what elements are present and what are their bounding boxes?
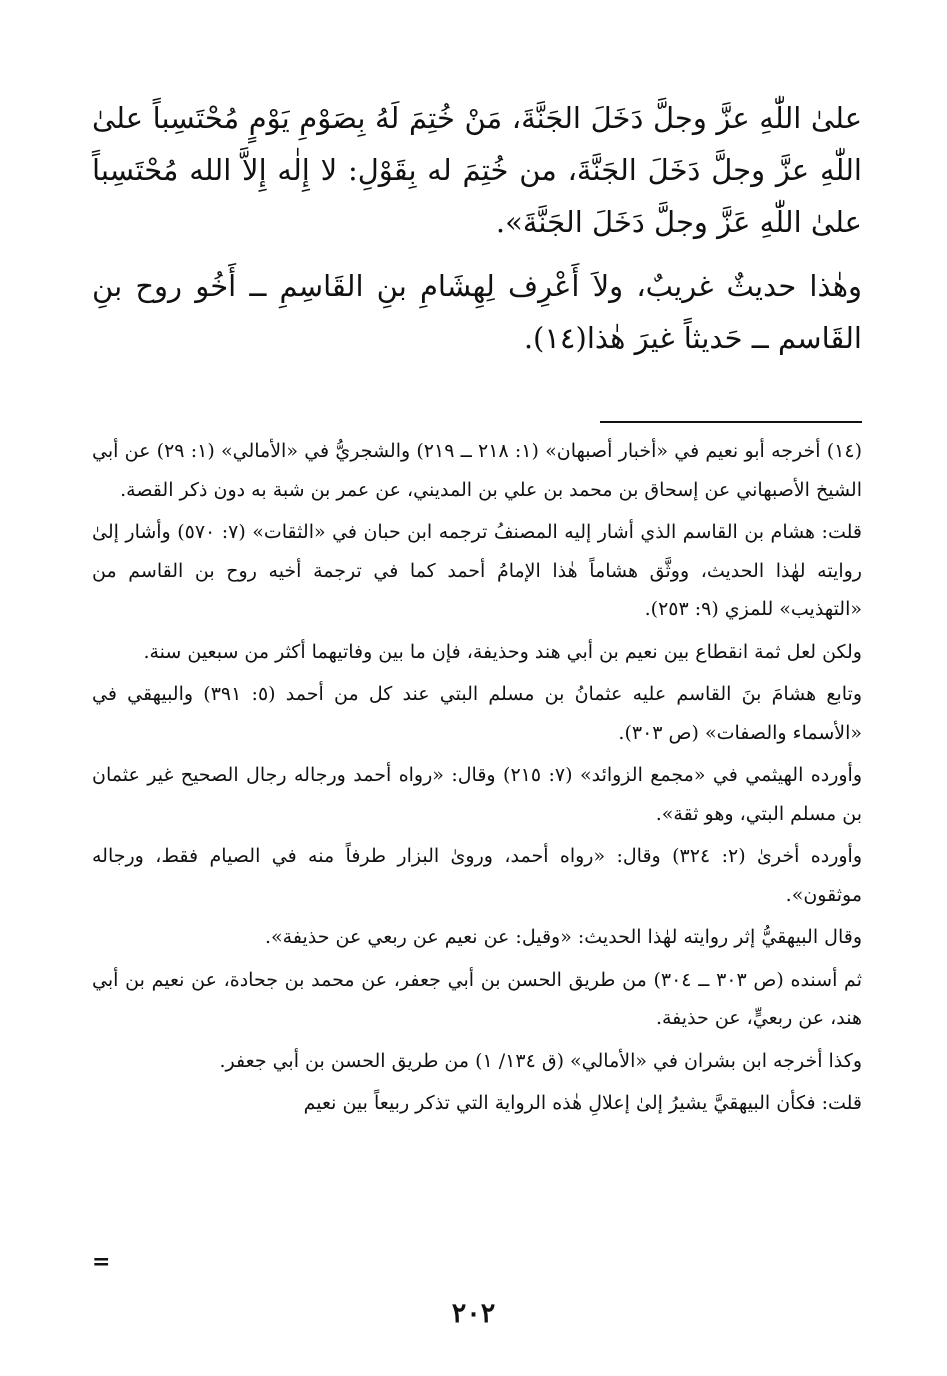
footnote-paragraph-6: وأورده أخرىٰ (٢: ٣٢٤) وقال: «رواه أحمد، وروىٰ البزار طرفاً منه في الصيام فقط، ورجاله موثقون». xyxy=(92,845,863,906)
footnotes-block xyxy=(92,432,862,1127)
footnote-paragraph-2: قلت: هشام بن القاسم الذي أشار إليه المصنفُ ترجمه ابن حبان في «الثقات» (٧: ٥٧٠) وأشار إلىٰ روايته لهٰذا الحديث، ووثَّق هشاماً هٰذا الإمامُ أحمد كما في ترجمة أخيه روح بن القاسم من «التهذيب» للمزي (٩: ٢٥٣). xyxy=(92,521,862,620)
footnote-paragraph-3: ولكن لعل ثمة انقطاع بين نعيم بن أبي هند وحذيفة، فإن ما بين وفاتيهما أكثر من سبعين سنة. xyxy=(143,640,862,663)
main-paragraph-1: علىٰ اللّٰهِ عزَّ وجلَّ دَخَلَ الجَنَّةَ، مَنْ خُتِمَ لَهُ بِصَوْمِ يَوْمٍ مُحْتَسِباً علىٰ اللّٰهِ عزَّ وجلَّ دَخَلَ الجَنَّةَ، من خُتِمَ له بِقَوْلِ: لا إِلٰه إِلاَّ الله مُحْتَسِباً علىٰ اللّٰهِ عَزَّ وجلَّ دَخَلَ الجَنَّةَ». xyxy=(92,101,862,239)
footnote-paragraph-1: (١٤) أخرجه أبو نعيم في «أخبار أصبهان» (١: ٢١٨ ــ ٢١٩) والشجريُّ في «الأمالي» (١: ٢٩) عن أبي الشيخ الأصبهاني عن إسحاق بن محمد بن علي بن المديني، عن عمر بن شبة به دون ذكر القصة. xyxy=(92,440,862,501)
footnote-paragraph-4: وتابع هشامَ بنَ القاسم عليه عثمانُ بن مسلم البتي عند كل من أحمد (٥: ٣٩١) والبيهقي في «الأسماء والصفات» (ص ٣٠٣). xyxy=(92,683,862,744)
main-text-block xyxy=(92,92,862,364)
footnote-paragraph-9: وكذا أخرجه ابن بشران في «الأمالي» (ق ١٣٤/ ١) من طريق الحسن بن أبي جعفر. xyxy=(219,1049,862,1072)
footnote-paragraph-8: ثم أسنده (ص ٣٠٣ ــ ٣٠٤) من طريق الحسن بن أبي جعفر، عن محمد بن جحادة، عن نعيم بن أبي هند، عن ربعيٍّ، عن حذيفة. xyxy=(92,968,862,1029)
main-paragraph-2: وهٰذا حديثٌ غريبٌ، ولاَ أَعْرِف لِهِشَامِ بنِ القَاسِمِ ــ أَخُو روح بنِ القَاسم ــ حَديثاً غيرَ هٰذا(١٤). xyxy=(92,269,862,355)
footnote-paragraph-7: وقال البيهقيُّ إثر روايته لهٰذا الحديث: «وقيل: عن نعيم عن ربعي عن حذيفة». xyxy=(265,926,862,948)
footnote-separator-rule xyxy=(600,421,862,423)
footnote-paragraph-5: وأورده الهيثمي في «مجمع الزوائد» (٧: ٢١٥) وقال: «رواه أحمد ورجاله رجال الصحيح غير عثمان بن مسلم البتي، وهو ثقة». xyxy=(92,764,862,825)
continuation-mark: = xyxy=(92,1249,111,1275)
footnote-paragraph-10: قلت: فكأن البيهقيَّ يشيرُ إلىٰ إعلالِ هٰذه الرواية التي تذكر ربيعاً بين نعيم xyxy=(303,1092,862,1114)
page-number: ٢٠٢ xyxy=(451,1298,496,1329)
